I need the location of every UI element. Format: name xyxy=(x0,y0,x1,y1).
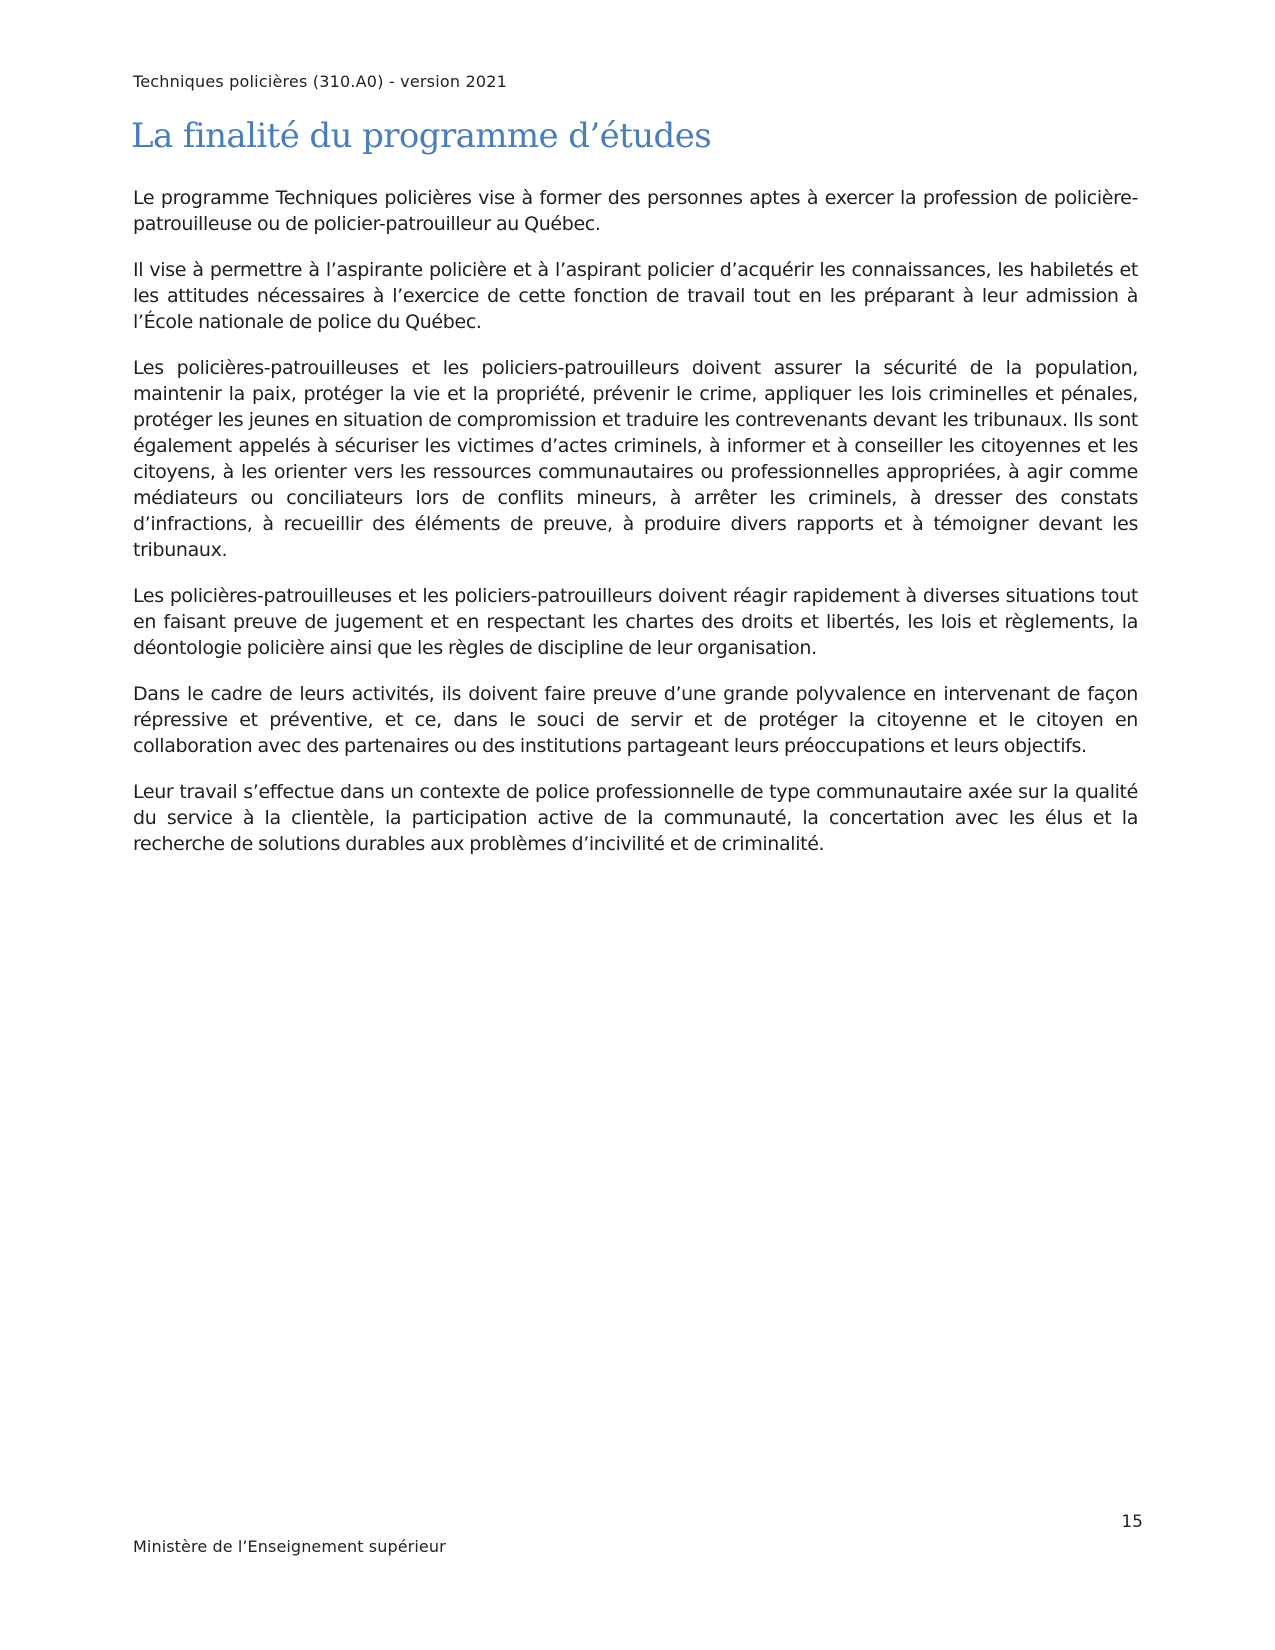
paragraph: Les policières-patrouilleuses et les policiers-patrouilleurs doivent assurer la sécurité de la population, maintenir la paix, protéger la vie et la propriété, prévenir le crime, appliquer les lois criminelles et pénales, protéger les jeunes en situation de compromission et traduire les contrevenants devant les tribunaux. Ils sont également appelés à sécuriser les victimes d’actes criminels, à informer et à conseiller les citoyennes et les citoyens, à les orienter vers les ressources communautaires ou professionnelles appropriées, à agir comme médiateurs ou conciliateurs lors de conflits mineurs, à arrêter les criminels, à dresser des constats d’infractions, à recueillir des éléments de preuve, à produire divers rapports et à témoigner devant les tribunaux. xyxy=(133,357,1138,561)
section-title: La finalité du programme d’études xyxy=(131,116,712,156)
paragraph: Leur travail s’effectue dans un contexte de police professionnelle de type communautaire axée sur la qualité du service à la clientèle, la participation active de la communauté, la concertation avec les élus et la recherche de solutions durables aux problèmes d’incivilité et de criminalité. xyxy=(133,781,1138,855)
section-body xyxy=(133,185,1138,877)
paragraph: Le programme Techniques policières vise à former des personnes aptes à exercer la profession de policière-patrouilleuse ou de policier-patrouilleur au Québec. xyxy=(133,187,1138,235)
running-header: Techniques policières (310.A0) - version 2021 xyxy=(133,72,507,91)
paragraph: Dans le cadre de leurs activités, ils doivent faire preuve d’une grande polyvalence en intervenant de façon répressive et préventive, et ce, dans le souci de servir et de protéger la citoyenne et le citoyen en collaboration avec des partenaires ou des institutions partageant leurs préoccupations et leurs objectifs. xyxy=(133,683,1138,757)
paragraph: Les policières-patrouilleuses et les policiers-patrouilleurs doivent réagir rapidement à diverses situations tout en faisant preuve de jugement et en respectant les chartes des droits et libertés, les lois et règlements, la déontologie policière ainsi que les règles de discipline de leur organisation. xyxy=(133,585,1138,659)
page-number: 15 xyxy=(1121,1512,1143,1532)
running-footer: Ministère de l’Enseignement supérieur xyxy=(133,1537,446,1556)
paragraph: Il vise à permettre à l’aspirante policière et à l’aspirant policier d’acquérir les connaissances, les habiletés et les attitudes nécessaires à l’exercice de cette fonction de travail tout en les préparant à leur admission à l’École nationale de police du Québec. xyxy=(133,259,1138,333)
